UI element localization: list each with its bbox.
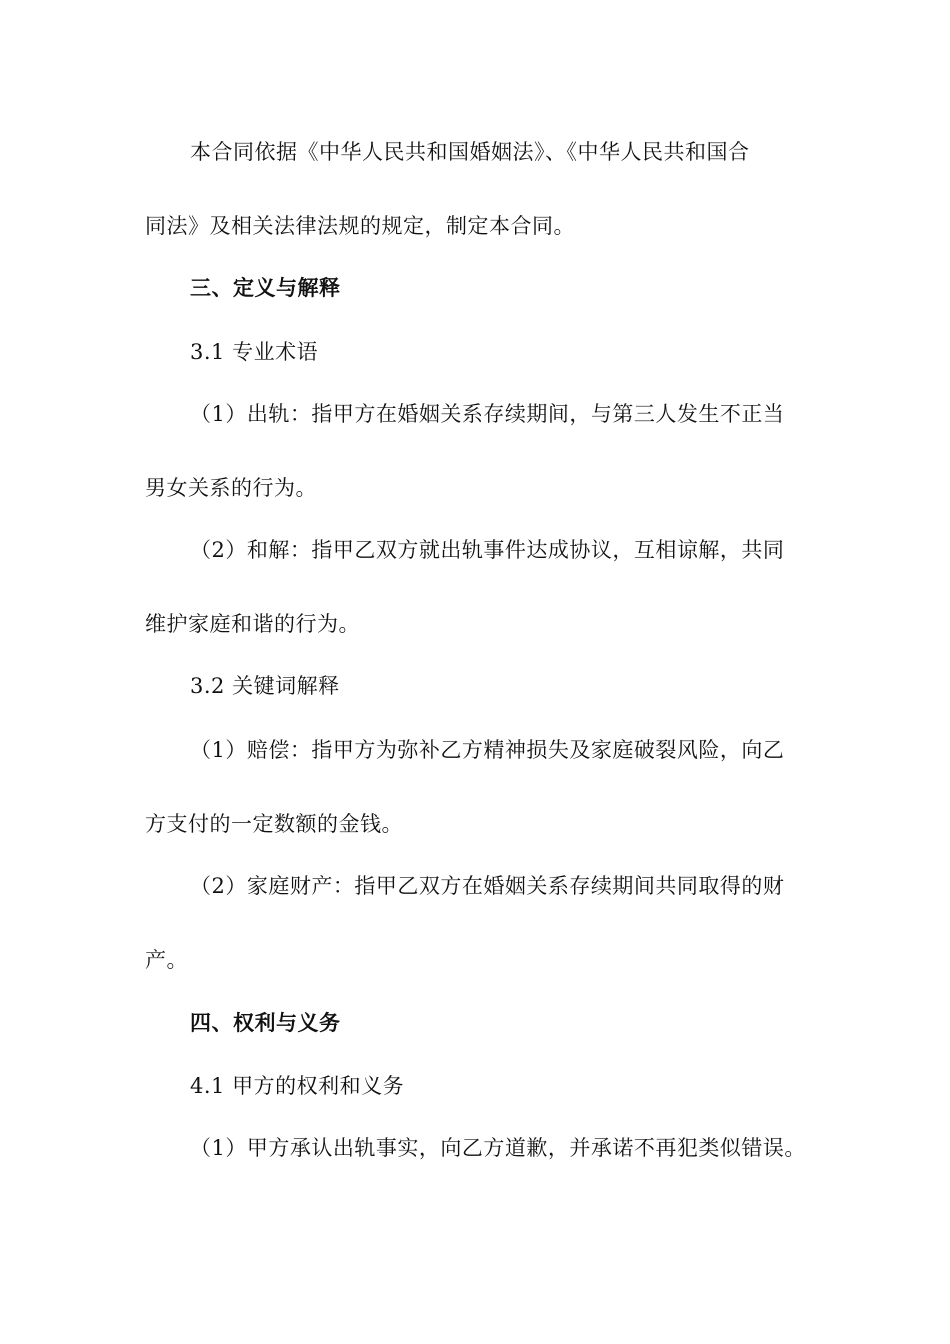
section-3-heading: 三、定义与解释	[190, 276, 341, 300]
term-reconciliation-line-1: （2）和解：指甲乙双方就出轨事件达成协议，互相谅解，共同	[190, 538, 785, 562]
subsection-3-1-title: 3.1 专业术语	[190, 340, 319, 364]
term-compensation-line-2: 方支付的一定数额的金钱。	[145, 812, 403, 836]
party-a-obligation-item-1: （1）甲方承认出轨事实，向乙方道歉，并承诺不再犯类似错误。	[190, 1136, 806, 1160]
basis-paragraph-line-1: 本合同依据《中华人民共和国婚姻法》、《中华人民共和国合	[190, 140, 750, 164]
section-4-heading: 四、权利与义务	[190, 1011, 341, 1035]
term-family-property-line-2: 产。	[145, 948, 188, 972]
term-infidelity-line-2: 男女关系的行为。	[145, 476, 317, 500]
term-compensation-line-1: （1）赔偿：指甲方为弥补乙方精神损失及家庭破裂风险，向乙	[190, 738, 785, 762]
term-infidelity-line-1: （1）出轨：指甲方在婚姻关系存续期间，与第三人发生不正当	[190, 402, 785, 426]
basis-paragraph-line-2: 同法》及相关法律法规的规定，制定本合同。	[145, 214, 575, 238]
subsection-4-1-title: 4.1 甲方的权利和义务	[190, 1074, 405, 1098]
term-reconciliation-line-2: 维护家庭和谐的行为。	[145, 612, 360, 636]
term-family-property-line-1: （2）家庭财产：指甲乙双方在婚姻关系存续期间共同取得的财	[190, 874, 785, 898]
subsection-3-2-title: 3.2 关键词解释	[190, 674, 340, 698]
